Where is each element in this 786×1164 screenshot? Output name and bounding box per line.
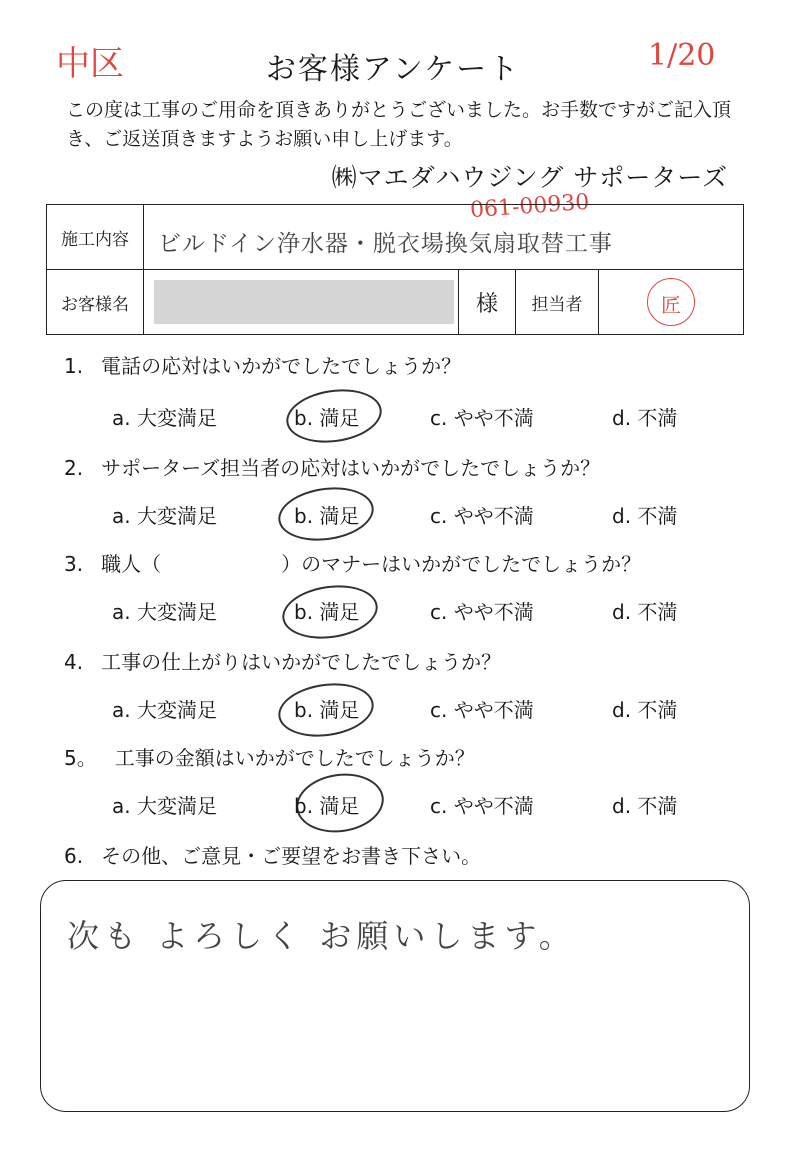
option-a[interactable]: a. 大変満足: [112, 406, 217, 430]
option-c[interactable]: c. やや不満: [430, 406, 534, 430]
option-a[interactable]: a. 大変満足: [112, 600, 217, 624]
customer-name-cell: [144, 270, 459, 335]
question-3: 3. 職人（ ）のマナーはいかがでしたでしょうか？: [64, 552, 642, 576]
option-b[interactable]: b. 満足: [294, 504, 360, 528]
question-5: 5。 工事の金額はいかがでしたでしょうか？: [64, 746, 475, 770]
option-b[interactable]: b. 満足: [294, 406, 360, 430]
work-value: ビルドイン浄水器・脱衣場換気扇取替工事: [158, 231, 613, 257]
option-b[interactable]: b. 満足: [294, 698, 360, 722]
staff-label: 担当者: [516, 270, 599, 335]
option-d[interactable]: d. 不満: [612, 406, 678, 430]
question-1: 1. 電話の応対はいかがでしたでしょうか？: [64, 354, 462, 378]
option-c[interactable]: c. やや不満: [430, 698, 534, 722]
option-a[interactable]: a. 大変満足: [112, 504, 217, 528]
intro-text: この度は工事のご用命を頂きありがとうございました。お手数ですがご記入頂き、ご返送頂きますようお願い申し上げます。: [66, 99, 732, 150]
option-d[interactable]: d. 不満: [612, 794, 678, 818]
company-name: ㈱マエダハウジング サポーターズ: [331, 163, 728, 192]
work-label: 施工内容: [47, 205, 144, 270]
work-value-cell: [144, 205, 744, 270]
page-title: お客様アンケート: [265, 52, 521, 87]
ward-annotation: 中区: [56, 44, 124, 84]
redacted-name: [154, 280, 454, 324]
option-a[interactable]: a. 大変満足: [112, 794, 217, 818]
option-c[interactable]: c. やや不満: [430, 504, 534, 528]
option-b[interactable]: b. 満足: [294, 600, 360, 624]
postal-annotation: 061-00930: [469, 189, 591, 224]
option-c[interactable]: c. やや不満: [430, 794, 534, 818]
option-d[interactable]: d. 不満: [612, 600, 678, 624]
option-d[interactable]: d. 不満: [612, 504, 678, 528]
question-2: 2. サポーターズ担当者の応対はいかがでしたでしょうか？: [64, 456, 601, 480]
info-table: [46, 204, 744, 335]
question-6: 6. その他、ご意見・ご要望をお書き下さい。: [64, 844, 482, 868]
date-annotation: 1/20: [648, 38, 716, 73]
staff-stamp-cell: [599, 270, 744, 335]
option-b[interactable]: b. 満足: [294, 794, 360, 818]
question-4: 4. 工事の仕上がりはいかがでしたでしょうか？: [64, 650, 502, 674]
customer-suffix: 様: [459, 270, 516, 335]
comment-text: 次も よろしく お願いします。: [67, 917, 576, 955]
staff-stamp: 匠: [647, 278, 695, 326]
option-c[interactable]: c. やや不満: [430, 600, 534, 624]
comment-box[interactable]: [40, 880, 750, 1112]
customer-label: お客様名: [47, 270, 144, 335]
option-d[interactable]: d. 不満: [612, 698, 678, 722]
option-a[interactable]: a. 大変満足: [112, 698, 217, 722]
